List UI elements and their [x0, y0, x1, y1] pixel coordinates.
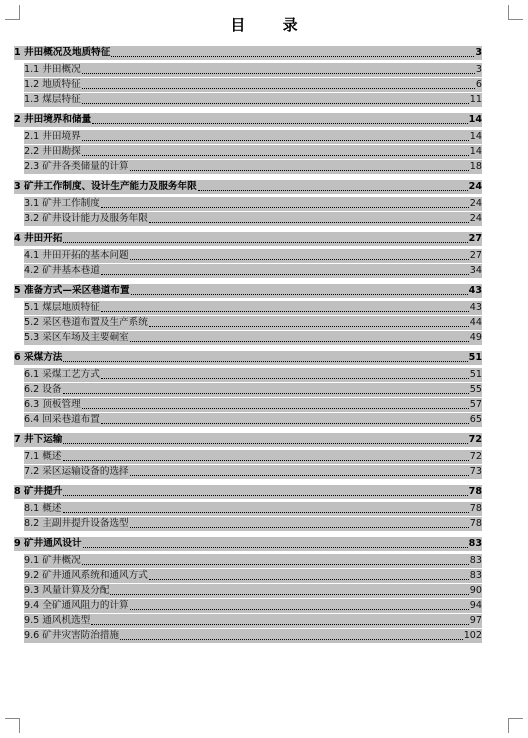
toc-section-entry-page-number: 6 [475, 79, 482, 90]
toc-section-entry[interactable] [24, 614, 482, 628]
dot-leader [149, 578, 469, 580]
toc-section-entry-label: 4.1 井田开拓的基本问题 [24, 250, 129, 261]
toc-section-entry-label: 8.1 概述 [24, 503, 62, 514]
toc-section-entry[interactable] [24, 398, 482, 412]
toc-section-entry-label: 6.4 回采巷道布置 [24, 414, 100, 425]
toc-section-entry[interactable] [24, 145, 482, 159]
toc-chapter-entry[interactable] [14, 232, 482, 246]
toc-section-entry-page-number: 97 [469, 615, 482, 626]
toc-section-entry-label: 9.5 通风机选型 [24, 615, 91, 626]
dot-leader [63, 494, 467, 496]
toc-section-entry[interactable] [24, 450, 482, 464]
toc-section-entry-label: 9.1 矿井概况 [24, 555, 81, 566]
toc-section-entry[interactable] [24, 502, 482, 516]
crop-mark-bottom-left [5, 718, 20, 733]
toc-section-entry[interactable] [24, 130, 482, 144]
toc-chapter-entry[interactable] [14, 433, 482, 447]
toc-section-entry-page-number: 14 [469, 131, 482, 142]
toc-chapter [14, 284, 482, 345]
toc-chapter-entry-page-number: 72 [468, 434, 482, 445]
dot-leader [101, 206, 469, 208]
toc-section-entry-page-number: 72 [469, 451, 482, 462]
toc-section-entry-label: 1.2 地质特征 [24, 79, 81, 90]
toc-chapter-entry-label: 5 准备方式—采区巷道布置 [14, 285, 130, 296]
toc-section-entry-label: 7.2 采区运输设备的选择 [24, 466, 129, 477]
toc-chapter-entry-page-number: 3 [475, 47, 482, 58]
page-title: 目 录 [230, 16, 314, 34]
toc-section-entry[interactable] [24, 465, 482, 479]
toc-section-entry-page-number: 24 [469, 213, 482, 224]
toc-section-entry-label: 3.2 矿井设计能力及服务年限 [24, 213, 148, 224]
dot-leader [130, 608, 469, 610]
toc-section-entry-page-number: 11 [469, 94, 482, 105]
toc-section-entry-label: 8.2 主副井提升设备选型 [24, 518, 129, 529]
toc-chapter-entry[interactable] [14, 485, 482, 499]
toc-section-entry-page-number: 27 [469, 250, 482, 261]
dot-leader [82, 87, 475, 89]
toc-section-entry-label: 9.3 风量计算及分配 [24, 585, 110, 596]
toc-section-entry-page-number: 43 [469, 302, 482, 313]
dot-leader [83, 546, 468, 548]
toc-section-entry[interactable] [24, 599, 482, 613]
toc-chapter-entry-label: 4 井田开拓 [14, 233, 63, 244]
toc-chapter-entry-label: 7 井下运输 [14, 434, 63, 445]
toc-chapter-entry[interactable] [14, 113, 482, 127]
toc-chapter-entry-label: 6 采煤方法 [14, 352, 63, 363]
dot-leader [63, 392, 469, 394]
table-of-contents [14, 46, 482, 649]
dot-leader [120, 638, 463, 640]
toc-chapter [14, 433, 482, 479]
toc-section-entry-page-number: 57 [469, 399, 482, 410]
dot-leader [82, 407, 469, 409]
toc-section-entry-label: 6.1 采煤工艺方式 [24, 369, 100, 380]
toc-section-entry[interactable] [24, 569, 482, 583]
dot-leader [101, 273, 469, 275]
toc-section-entry[interactable] [24, 517, 482, 531]
toc-section-entry-label: 9.6 矿井灾害防治措施 [24, 630, 120, 641]
dot-leader [101, 310, 469, 312]
toc-section-entry-page-number: 55 [469, 384, 482, 395]
toc-section-entry[interactable] [24, 63, 482, 77]
toc-chapter-entry[interactable] [14, 180, 482, 194]
toc-section-entry-page-number: 51 [469, 369, 482, 380]
toc-chapter-entry-page-number: 14 [468, 114, 482, 125]
toc-section-entry-label: 1.1 井田概况 [24, 64, 81, 75]
toc-section-entry[interactable] [24, 554, 482, 568]
toc-chapter-entry-label: 3 矿井工作制度、设计生产能力及服务年限 [14, 181, 197, 192]
toc-section-entry-page-number: 78 [469, 518, 482, 529]
toc-chapter-entry-page-number: 24 [468, 181, 482, 192]
dot-leader [82, 72, 475, 74]
dot-leader [149, 221, 469, 223]
dot-leader [101, 377, 469, 379]
toc-section-entry[interactable] [24, 78, 482, 92]
toc-chapter [14, 113, 482, 174]
toc-section-entry[interactable] [24, 212, 482, 226]
dot-leader [110, 593, 468, 595]
dot-leader [82, 139, 469, 141]
toc-chapter [14, 232, 482, 278]
toc-chapter-entry-page-number: 51 [468, 352, 482, 363]
dot-leader [92, 122, 467, 124]
toc-section-entry-page-number: 34 [469, 265, 482, 276]
toc-section-entry-page-number: 102 [463, 630, 482, 641]
toc-section-entry-label: 2.2 井田勘探 [24, 146, 81, 157]
toc-section-entry[interactable] [24, 413, 482, 427]
toc-chapter [14, 351, 482, 427]
dot-leader [63, 459, 469, 461]
toc-section-entry-page-number: 65 [469, 414, 482, 425]
dot-leader [82, 563, 469, 565]
toc-section-entry[interactable] [24, 197, 482, 211]
dot-leader [82, 154, 469, 156]
toc-chapter-entry[interactable] [14, 351, 482, 365]
toc-chapter-entry-page-number: 27 [468, 233, 482, 244]
dot-leader [63, 442, 467, 444]
toc-chapter [14, 485, 482, 531]
dot-leader [82, 102, 469, 104]
toc-section-entry[interactable] [24, 160, 482, 174]
toc-section-entry-label: 2.3 矿井各类储量的计算 [24, 161, 129, 172]
toc-section-entry-page-number: 94 [469, 600, 482, 611]
dot-leader [130, 526, 469, 528]
toc-section-entry[interactable] [24, 301, 482, 315]
toc-chapter [14, 537, 482, 643]
toc-section-entry-label: 6.3 顶板管理 [24, 399, 81, 410]
toc-section-entry-page-number: 90 [469, 585, 482, 596]
dot-leader [131, 293, 468, 295]
dot-leader [63, 511, 469, 513]
toc-section-entry-label: 6.2 设备 [24, 384, 62, 395]
toc-section-entry-page-number: 73 [469, 466, 482, 477]
toc-chapter-entry-page-number: 78 [468, 486, 482, 497]
dot-leader [130, 340, 469, 342]
toc-chapter-entry-page-number: 83 [468, 538, 482, 549]
toc-section-entry-label: 5.1 煤层地质特征 [24, 302, 100, 313]
dot-leader [101, 422, 469, 424]
toc-chapter-entry-label: 1 井田概况及地质特征 [14, 47, 111, 58]
toc-section-entry-label: 2.1 井田境界 [24, 131, 81, 142]
toc-section-entry-page-number: 14 [469, 146, 482, 157]
toc-section-entry-page-number: 44 [469, 317, 482, 328]
toc-chapter [14, 46, 482, 107]
dot-leader [149, 325, 469, 327]
toc-chapter-entry[interactable] [14, 46, 482, 60]
toc-section-entry-page-number: 78 [469, 503, 482, 514]
toc-section-entry-page-number: 3 [475, 64, 482, 75]
dot-leader [198, 189, 468, 191]
toc-section-entry-label: 9.2 矿井通风系统和通风方式 [24, 570, 148, 581]
toc-section-entry[interactable] [24, 316, 482, 330]
dot-leader [130, 474, 469, 476]
toc-section-entry[interactable] [24, 249, 482, 263]
toc-section-entry[interactable] [24, 331, 482, 345]
toc-chapter [14, 180, 482, 226]
toc-section-entry[interactable] [24, 383, 482, 397]
toc-chapter-entry-label: 8 矿井提升 [14, 486, 63, 497]
toc-section-entry[interactable] [24, 584, 482, 598]
dot-leader [63, 241, 467, 243]
toc-chapter-entry[interactable] [14, 537, 482, 551]
dot-leader [130, 169, 469, 171]
toc-section-entry[interactable] [24, 93, 482, 107]
toc-section-entry-label: 9.4 全矿通风阻力的计算 [24, 600, 129, 611]
toc-section-entry[interactable] [24, 264, 482, 278]
toc-section-entry[interactable] [24, 368, 482, 382]
toc-section-entry-label: 4.2 矿井基本巷道 [24, 265, 100, 276]
toc-section-entry[interactable] [24, 629, 482, 643]
toc-section-entry-page-number: 83 [469, 555, 482, 566]
toc-section-entry-page-number: 49 [469, 332, 482, 343]
dot-leader [63, 360, 467, 362]
toc-chapter-entry-label: 9 矿井通风设计 [14, 538, 82, 549]
toc-section-entry-page-number: 24 [469, 198, 482, 209]
toc-section-entry-label: 7.1 概述 [24, 451, 62, 462]
toc-chapter-entry-page-number: 43 [468, 285, 482, 296]
dot-leader [91, 623, 469, 625]
toc-section-entry-page-number: 18 [469, 161, 482, 172]
dot-leader [130, 258, 469, 260]
toc-chapter-entry[interactable] [14, 284, 482, 298]
toc-section-entry-label: 3.1 矿井工作制度 [24, 198, 100, 209]
toc-section-entry-label: 1.3 煤层特征 [24, 94, 81, 105]
toc-chapter-entry-label: 2 井田境界和储量 [14, 114, 92, 125]
dot-leader [111, 55, 474, 57]
toc-section-entry-page-number: 83 [469, 570, 482, 581]
crop-mark-bottom-right [508, 718, 523, 733]
toc-section-entry-label: 5.3 采区车场及主要硐室 [24, 332, 129, 343]
toc-section-entry-label: 5.2 采区巷道布置及生产系统 [24, 317, 148, 328]
